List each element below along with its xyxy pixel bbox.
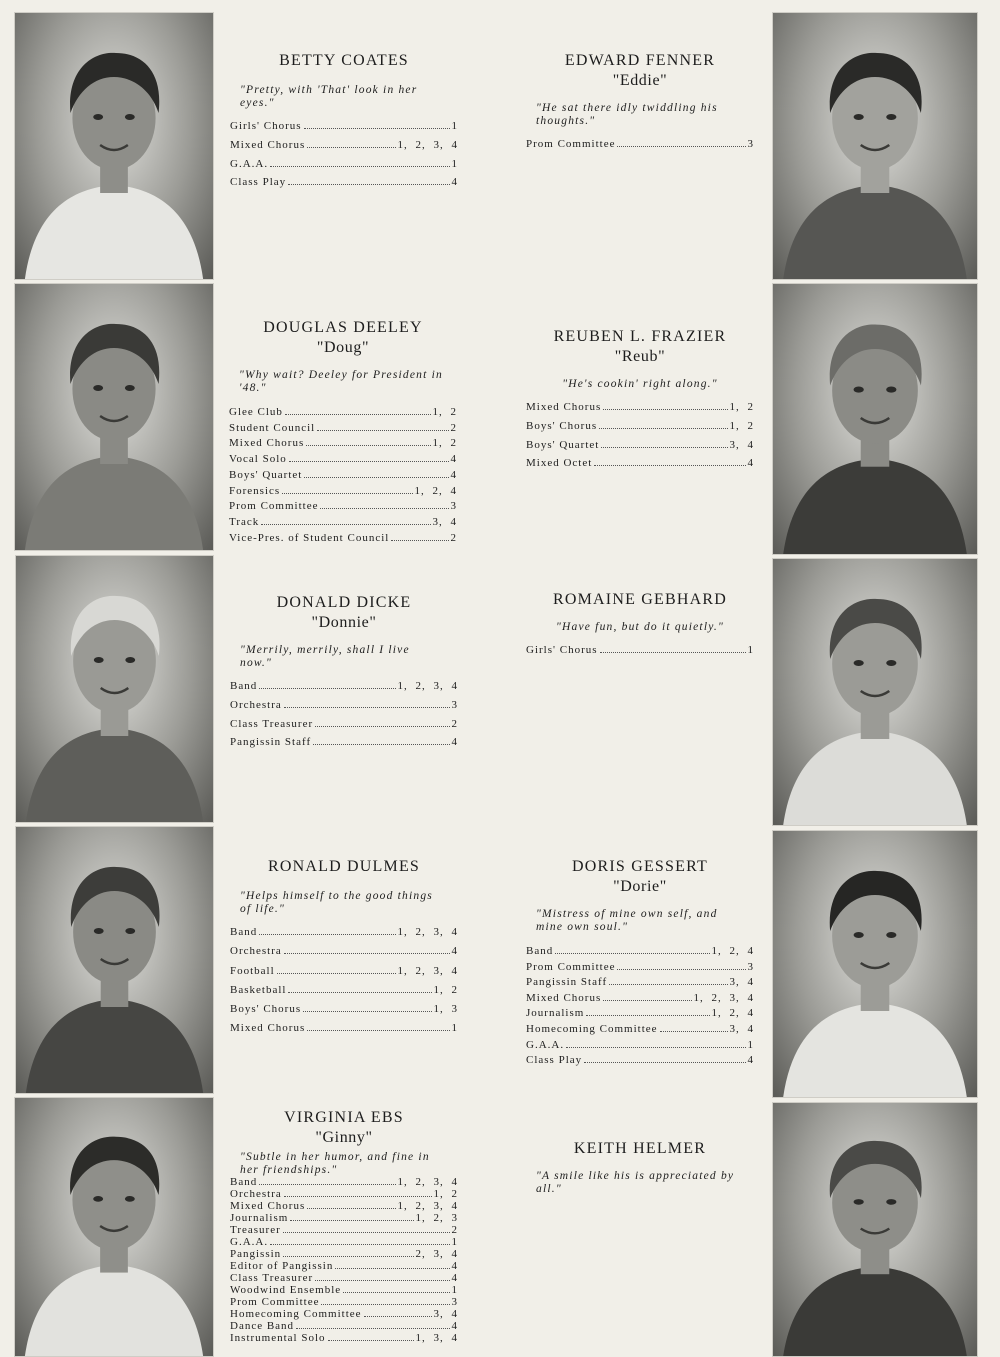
activity-label: Orchestra (230, 698, 282, 711)
portrait-ronald-dulmes-icon (16, 827, 213, 1093)
student-nickname: "Dorie" (613, 878, 667, 895)
leader-dots (603, 1000, 691, 1001)
student-quote: "Pretty, with 'That' look in her eyes." (240, 84, 418, 109)
activity-label: G.A.A. (230, 1235, 269, 1248)
activity-label: Treasurer (230, 1223, 281, 1236)
photo (14, 1097, 214, 1357)
student-name: DONALD DICKE (276, 594, 412, 611)
activity-years: 4 (747, 1054, 754, 1067)
activity-item (526, 944, 754, 960)
activity-item (230, 1003, 458, 1016)
student-entry (230, 52, 458, 195)
portrait-douglas-deeley-icon (15, 284, 213, 550)
activity-label: Prom Committee (230, 1295, 320, 1308)
activity-item (230, 680, 458, 692)
student-nickname: "Ginny" (315, 1129, 373, 1146)
student-name: REUBEN L. FRAZIER (553, 328, 727, 345)
activity-item (526, 1053, 754, 1069)
activity-label: Forensics (229, 484, 281, 497)
student-nickname: "Reub" (614, 348, 666, 365)
leader-dots (584, 1062, 745, 1063)
activity-label: Football (230, 964, 275, 977)
leader-dots (601, 447, 727, 448)
activity-item (230, 736, 458, 748)
activity-years: 4 (450, 468, 457, 481)
portrait-doris-gessert-icon (773, 831, 977, 1097)
activity-item (230, 1022, 458, 1035)
student-name: ROMAINE GEBHARD (553, 591, 727, 608)
activity-years: 2 (450, 421, 457, 434)
leader-dots (289, 461, 449, 462)
activity-label: Boys' Quartet (526, 438, 600, 451)
activity-item (230, 176, 458, 188)
activity-label: Pangissin Staff (230, 736, 312, 749)
student-entry (526, 591, 754, 663)
activity-item (230, 139, 458, 151)
student-entry (230, 594, 458, 755)
activity-years: 3 (451, 698, 458, 711)
activity-years: 1, 2, 3, 4 (397, 1199, 458, 1212)
activity-item (230, 1285, 458, 1297)
activity-item (230, 1297, 458, 1309)
leader-dots (391, 540, 448, 541)
leader-dots (313, 744, 449, 745)
photo (772, 12, 978, 280)
activity-years: 1, 2, 3, 4 (397, 138, 458, 151)
activity-years: 1 (451, 1022, 458, 1035)
activity-label: Journalism (526, 1007, 585, 1020)
activity-years: 1 (747, 1038, 754, 1051)
leader-dots (364, 1316, 432, 1317)
activity-label: Vice-Pres. of Student Council (229, 531, 390, 544)
activity-item (230, 1261, 458, 1273)
activity-years: 1, 2, 3, 4 (397, 1176, 458, 1188)
leader-dots (285, 414, 431, 415)
photo (772, 830, 978, 1098)
activity-item (229, 405, 457, 421)
activity-item (526, 420, 754, 432)
activity-years: 3, 4 (729, 976, 754, 989)
activity-label: Track (229, 515, 260, 528)
portrait-betty-coates-icon (15, 13, 213, 279)
student-quote: "He sat there idly twiddling his thoughts." (536, 102, 718, 127)
activity-item (526, 1038, 754, 1054)
activity-years: 1 (747, 644, 754, 656)
photo (772, 283, 978, 555)
student-quote: "A smile like his is appreciated by all." (536, 1170, 735, 1195)
leader-dots (609, 984, 727, 985)
activity-years: 1, 2 (432, 437, 457, 450)
activity-item (230, 120, 458, 132)
activity-item (230, 945, 458, 958)
activity-item (230, 1213, 458, 1225)
activity-years: 1 (451, 1283, 458, 1296)
activity-years: 3, 4 (433, 1307, 458, 1320)
activity-years: 3, 4 (729, 438, 754, 451)
activity-label: Mixed Chorus (230, 1022, 306, 1035)
student-entry (230, 858, 458, 1042)
activity-years: 1, 2, 4 (711, 945, 754, 957)
activity-list (230, 120, 458, 188)
activity-label: Mixed Chorus (526, 991, 602, 1004)
activity-label: Band (230, 926, 258, 938)
activity-years: 4 (451, 736, 458, 749)
activity-list (526, 644, 754, 656)
leader-dots (321, 1304, 449, 1305)
activity-list (229, 405, 457, 546)
activity-years: 3 (747, 960, 754, 973)
activity-item (230, 1237, 458, 1249)
activity-label: Class Play (526, 1054, 583, 1067)
activity-years: 4 (451, 945, 458, 958)
activity-label: Orchestra (230, 945, 282, 958)
student-quote: "Merrily, merrily, shall I live now." (240, 644, 410, 669)
student-quote: "He's cookin' right along." (562, 378, 718, 390)
activity-label: Band (230, 680, 258, 692)
portrait-reuben-frazier-icon (773, 284, 977, 554)
activity-label: Class Treasurer (230, 717, 314, 730)
leader-dots (284, 953, 450, 954)
activity-label: Prom Committee (526, 138, 616, 150)
portrait-donald-dicke-icon (16, 556, 213, 822)
student-name: VIRGINIA EBS (284, 1109, 404, 1126)
leader-dots (270, 1244, 449, 1245)
activity-label: Homecoming Committee (526, 1022, 658, 1035)
leader-dots (270, 166, 449, 167)
activity-item (230, 699, 458, 711)
leader-dots (283, 1256, 413, 1257)
activity-years: 3, 4 (432, 515, 457, 528)
activity-item (230, 1309, 458, 1321)
activity-years: 1, 3 (433, 1003, 458, 1016)
activity-years: 1, 3, 4 (415, 1331, 458, 1344)
activity-label: Band (230, 1176, 258, 1188)
activity-years: 3, 4 (729, 1022, 754, 1035)
activity-label: Dance Band (230, 1319, 295, 1332)
photo (14, 12, 214, 280)
leader-dots (259, 934, 395, 935)
leader-dots (566, 1047, 745, 1048)
portrait-romaine-gebhard-icon (773, 559, 977, 825)
activity-label: Prom Committee (526, 960, 616, 973)
student-entry (230, 1109, 458, 1345)
activity-label: Orchestra (230, 1187, 282, 1200)
student-name: RONALD DULMES (267, 858, 421, 875)
leader-dots (320, 508, 448, 509)
activity-years: 1, 2 (433, 983, 458, 996)
photo (14, 283, 214, 551)
leader-dots (288, 184, 449, 185)
leader-dots (307, 147, 395, 148)
leader-dots (594, 465, 745, 466)
activity-years: 1, 2, 3, 4 (693, 991, 754, 1004)
activity-item (526, 960, 754, 976)
activity-years: 1, 2, 4 (711, 1007, 754, 1020)
activity-label: Student Council (229, 421, 316, 434)
student-quote: "Helps himself to the good things of life." (240, 890, 433, 915)
student-quote: "Subtle in her humor, and fine in her friendships." (240, 1151, 430, 1176)
activity-item (230, 158, 458, 170)
photo (15, 826, 214, 1094)
student-nickname: "Doug" (316, 339, 370, 356)
leader-dots (303, 1011, 431, 1012)
leader-dots (296, 1328, 449, 1329)
student-entry (526, 1140, 754, 1206)
leader-dots (343, 1292, 449, 1293)
activity-list (526, 944, 754, 1069)
leader-dots (315, 1280, 449, 1281)
leader-dots (259, 688, 395, 689)
activity-label: G.A.A. (526, 1038, 565, 1051)
activity-years: 1 (451, 1235, 458, 1248)
leader-dots (617, 969, 745, 970)
activity-years: 1, 2 (729, 401, 754, 413)
activity-years: 4 (451, 1271, 458, 1284)
student-entry (526, 858, 754, 1069)
student-quote: "Have fun, but do it quietly." (556, 621, 724, 633)
activity-years: 2, 3, 4 (415, 1247, 458, 1260)
leader-dots (290, 1220, 413, 1221)
activity-item (229, 515, 457, 531)
activity-years: 1, 2, 3 (415, 1211, 458, 1224)
leader-dots (282, 493, 412, 494)
leader-dots (307, 1208, 395, 1209)
activity-label: Girls' Chorus (230, 120, 302, 132)
activity-label: Class Play (230, 176, 287, 189)
leader-dots (304, 477, 448, 478)
activity-item (526, 457, 754, 469)
activity-item (230, 1201, 458, 1213)
activity-years: 1, 2, 3, 4 (397, 680, 458, 692)
leader-dots (335, 1268, 449, 1269)
leader-dots (586, 1015, 709, 1016)
activity-years: 1 (451, 157, 458, 170)
portrait-keith-helmer-icon (773, 1103, 977, 1356)
activity-item (526, 975, 754, 991)
activity-years: 1, 2, 4 (414, 484, 457, 497)
activity-label: Class Treasurer (230, 1271, 314, 1284)
activity-label: Boys' Quartet (229, 468, 303, 481)
activity-list (230, 926, 458, 1035)
activity-label: G.A.A. (230, 157, 269, 170)
activity-item (526, 439, 754, 451)
activity-years: 1, 2 (729, 419, 754, 432)
student-name: DORIS GESSERT (572, 858, 708, 875)
activity-item (526, 1006, 754, 1022)
activity-label: Basketball (230, 983, 287, 996)
leader-dots (599, 428, 727, 429)
student-name: EDWARD FENNER (564, 52, 716, 69)
activity-years: 4 (450, 453, 457, 466)
leader-dots (284, 1196, 432, 1197)
leader-dots (304, 128, 450, 129)
leader-dots (288, 992, 431, 993)
activity-years: 4 (747, 457, 754, 470)
student-entry (229, 319, 457, 546)
student-name: KEITH HELMER (573, 1140, 707, 1157)
activity-item (230, 1249, 458, 1261)
activity-label: Girls' Chorus (526, 644, 598, 656)
leader-dots (259, 1184, 395, 1185)
portrait-edward-fenner-icon (773, 13, 977, 279)
activity-label: Pangissin Staff (526, 976, 608, 989)
leader-dots (617, 146, 745, 147)
activity-item (230, 1189, 458, 1201)
student-quote: "Mistress of mine own self, and mine own soul." (536, 908, 718, 933)
activity-item (230, 984, 458, 997)
activity-item (229, 421, 457, 437)
student-quote: "Why wait? Deeley for President in '48." (239, 369, 443, 394)
activity-item (230, 926, 458, 939)
photo (15, 555, 214, 823)
activity-item (526, 991, 754, 1007)
activity-label: Mixed Chorus (526, 401, 602, 413)
activity-item (229, 484, 457, 500)
leader-dots (603, 409, 727, 410)
photo (772, 558, 978, 826)
activity-label: Glee Club (229, 406, 283, 418)
activity-years: 1, 2 (433, 1187, 458, 1200)
activity-years: 3 (747, 138, 754, 150)
leader-dots (261, 524, 430, 525)
student-entry (526, 52, 754, 157)
activity-years: 4 (451, 176, 458, 189)
activity-item (526, 644, 754, 656)
leader-dots (555, 953, 709, 954)
activity-label: Boys' Chorus (230, 1003, 302, 1016)
student-entry (526, 328, 754, 476)
activity-label: Boys' Chorus (526, 419, 598, 432)
activity-item (230, 1273, 458, 1285)
activity-years: 2 (451, 1223, 458, 1236)
activity-label: Vocal Solo (229, 453, 287, 466)
leader-dots (660, 1031, 728, 1032)
activity-years: 1, 2, 3, 4 (397, 964, 458, 977)
activity-label: Mixed Octet (526, 457, 593, 470)
student-nickname: "Eddie" (612, 72, 668, 89)
student-name: DOUGLAS DEELEY (263, 319, 423, 336)
activity-item (526, 138, 754, 150)
student-name: BETTY COATES (279, 52, 409, 69)
activity-item (229, 452, 457, 468)
activity-list (526, 401, 754, 469)
activity-years: 4 (451, 1259, 458, 1272)
activity-item (229, 468, 457, 484)
activity-years: 2 (451, 717, 458, 730)
activity-years: 2 (450, 531, 457, 544)
activity-years: 3 (450, 500, 457, 513)
activity-label: Band (526, 945, 554, 957)
activity-label: Mixed Chorus (229, 437, 305, 450)
leader-dots (306, 445, 430, 446)
activity-list (526, 138, 754, 150)
activity-list (230, 1177, 458, 1345)
activity-item (229, 436, 457, 452)
leader-dots (328, 1340, 414, 1341)
activity-label: Mixed Chorus (230, 138, 306, 151)
leader-dots (284, 707, 450, 708)
leader-dots (600, 652, 746, 653)
leader-dots (315, 726, 449, 727)
activity-label: Mixed Chorus (230, 1199, 306, 1212)
photo (772, 1102, 978, 1357)
leader-dots (307, 1030, 449, 1031)
activity-item (230, 1321, 458, 1333)
activity-item (229, 531, 457, 547)
activity-years: 1, 2 (432, 406, 457, 418)
activity-years: 3 (451, 1295, 458, 1308)
activity-item (229, 499, 457, 515)
activity-item (230, 1333, 458, 1345)
leader-dots (277, 973, 396, 974)
leader-dots (283, 1232, 450, 1233)
activity-item (526, 1022, 754, 1038)
activity-label: Homecoming Committee (230, 1307, 362, 1320)
activity-item (230, 718, 458, 730)
activity-item (230, 1225, 458, 1237)
leader-dots (317, 430, 448, 431)
activity-label: Pangissin (230, 1247, 282, 1260)
activity-item (526, 401, 754, 413)
activity-label: Editor of Pangissin (230, 1259, 334, 1272)
activity-years: 1, 2, 3, 4 (397, 926, 458, 938)
activity-years: 4 (451, 1319, 458, 1332)
activity-list (230, 680, 458, 748)
activity-label: Prom Committee (229, 500, 319, 513)
portrait-virginia-ebs-icon (15, 1098, 213, 1356)
activity-years: 1 (451, 120, 458, 132)
activity-item (230, 965, 458, 978)
activity-label: Journalism (230, 1211, 289, 1224)
student-nickname: "Donnie" (311, 614, 377, 631)
activity-label: Instrumental Solo (230, 1331, 326, 1344)
activity-label: Woodwind Ensemble (230, 1283, 342, 1296)
